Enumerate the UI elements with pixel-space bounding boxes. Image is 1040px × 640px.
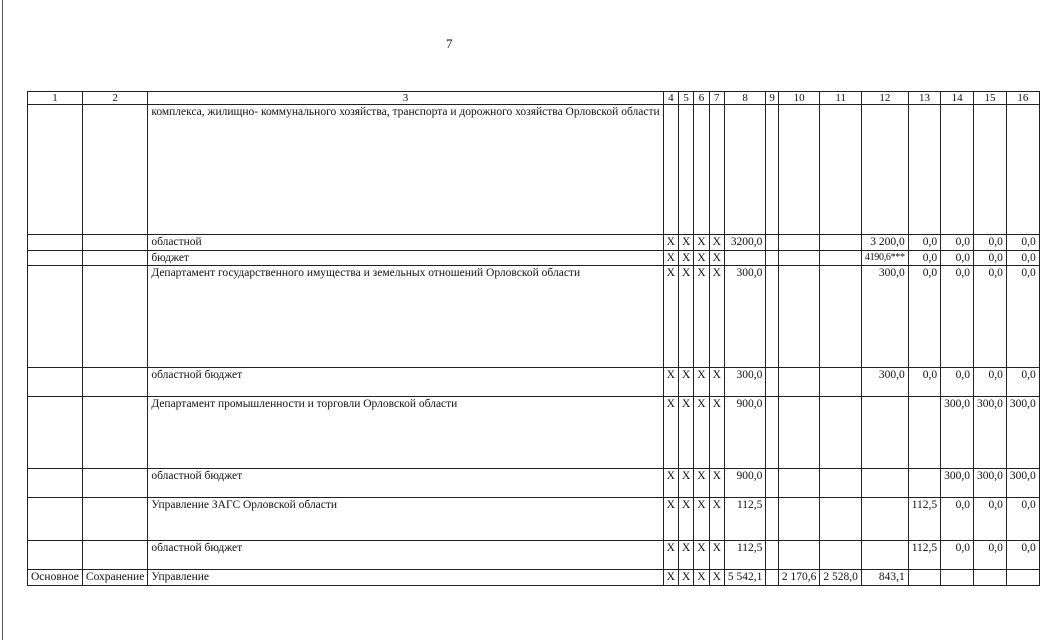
executor-cell: Управление ЗАГС Орловской области [148, 498, 663, 541]
executor-cell: областной [148, 235, 663, 251]
table-cell: X [678, 266, 693, 368]
table-cell [908, 397, 940, 469]
table-cell [820, 250, 862, 266]
table-cell: X [678, 570, 693, 586]
table-cell: X [678, 397, 693, 469]
table-cell: 0,0 [974, 235, 1007, 251]
table-cell: 0,0 [941, 235, 974, 251]
table-cell [766, 469, 779, 498]
table-row [28, 266, 1040, 368]
table-cell: 3200,0 [724, 235, 766, 251]
table-cell: 0,0 [974, 266, 1007, 368]
table-cell [861, 397, 908, 469]
table-cell: 0,0 [941, 368, 974, 397]
column-header: 3 [148, 92, 663, 105]
table-cell [766, 235, 779, 251]
table-cell: X [709, 368, 724, 397]
table-cell: X [678, 368, 693, 397]
table-cell [663, 105, 678, 235]
table-cell [778, 266, 820, 368]
table-row [28, 105, 1040, 235]
table-cell: X [709, 235, 724, 251]
table-cell: 300,0 [861, 266, 908, 368]
table-cell: X [663, 368, 678, 397]
table-cell: X [709, 570, 724, 586]
table-row [28, 250, 1040, 266]
table-row [28, 397, 1040, 469]
table-cell: 300,0 [1006, 397, 1039, 469]
table-cell [766, 105, 779, 235]
table-cell: 0,0 [941, 541, 974, 570]
column-header: 8 [724, 92, 766, 105]
table-cell [908, 469, 940, 498]
executor-cell: Управление [148, 570, 663, 586]
column-header: 13 [908, 92, 940, 105]
table-cell [974, 105, 1007, 235]
table-cell: Сохранение [82, 570, 147, 586]
executor-cell: Департамент промышленности и торговли Орловской области [148, 397, 663, 469]
table-row [28, 498, 1040, 541]
table-cell [28, 498, 83, 541]
table-cell [766, 368, 779, 397]
table-cell: 300,0 [941, 397, 974, 469]
table-cell [82, 266, 147, 368]
table-cell: X [663, 235, 678, 251]
table-cell [766, 570, 779, 586]
table-cell: 300,0 [724, 266, 766, 368]
table-cell [778, 235, 820, 251]
table-row [28, 469, 1040, 498]
table-cell [861, 469, 908, 498]
table-cell: 0,0 [941, 266, 974, 368]
table-cell [861, 105, 908, 235]
table-cell: 0,0 [1006, 266, 1039, 368]
column-header: 1 [28, 92, 83, 105]
table-cell: X [709, 541, 724, 570]
table-cell: 2 528,0 [820, 570, 862, 586]
table-cell: X [694, 266, 709, 368]
table-cell [724, 250, 766, 266]
table-cell: X [709, 469, 724, 498]
table-cell [766, 250, 779, 266]
table-cell: 843,1 [861, 570, 908, 586]
column-header-row [28, 92, 1040, 105]
table-cell: X [663, 541, 678, 570]
table-cell: 0,0 [908, 368, 940, 397]
table-cell [861, 498, 908, 541]
column-header: 2 [82, 92, 147, 105]
table-cell [766, 397, 779, 469]
table-cell [82, 541, 147, 570]
table-cell [28, 368, 83, 397]
table-cell: X [663, 397, 678, 469]
budget-table [27, 91, 1040, 586]
table-cell [766, 266, 779, 368]
table-cell: 300,0 [1006, 469, 1039, 498]
table-cell [820, 397, 862, 469]
table-cell: X [694, 397, 709, 469]
table-cell: X [694, 250, 709, 266]
table-cell [820, 235, 862, 251]
table-cell: X [694, 368, 709, 397]
table-cell [82, 469, 147, 498]
executor-cell: областной бюджет [148, 541, 663, 570]
table-cell: 0,0 [1006, 368, 1039, 397]
table-cell: 3 200,0 [861, 235, 908, 251]
table-cell [724, 105, 766, 235]
table-cell: X [709, 250, 724, 266]
table-cell: 0,0 [974, 541, 1007, 570]
table-cell [82, 105, 147, 235]
table-cell [820, 266, 862, 368]
table-cell: 112,5 [908, 498, 940, 541]
table-cell [778, 397, 820, 469]
table-cell: 112,5 [724, 541, 766, 570]
table-cell [28, 250, 83, 266]
table-row [28, 368, 1040, 397]
column-header: 10 [778, 92, 820, 105]
table-cell [678, 105, 693, 235]
table-cell: 0,0 [1006, 235, 1039, 251]
table-cell: X [663, 250, 678, 266]
table-cell: X [678, 235, 693, 251]
table-cell [908, 105, 940, 235]
table-cell [861, 541, 908, 570]
table-cell [778, 105, 820, 235]
table-cell [820, 498, 862, 541]
table-cell [82, 235, 147, 251]
table-cell: 0,0 [1006, 250, 1039, 266]
table-cell [820, 368, 862, 397]
table-row [28, 570, 1040, 586]
column-header: 6 [694, 92, 709, 105]
table-cell [778, 541, 820, 570]
table-cell: 300,0 [861, 368, 908, 397]
table-cell: 300,0 [724, 368, 766, 397]
table-cell: 300,0 [974, 469, 1007, 498]
table-cell [82, 397, 147, 469]
table-cell [766, 498, 779, 541]
table-cell [778, 498, 820, 541]
table-cell: 0,0 [1006, 541, 1039, 570]
table-cell [28, 266, 83, 368]
table-cell: X [678, 250, 693, 266]
column-header: 5 [678, 92, 693, 105]
column-header: 9 [766, 92, 779, 105]
table-cell: X [694, 541, 709, 570]
table-cell: 112,5 [724, 498, 766, 541]
column-header: 4 [663, 92, 678, 105]
table-cell: 2 170,6 [778, 570, 820, 586]
table-cell: 0,0 [908, 266, 940, 368]
table-cell: 4190,6*** [861, 250, 908, 266]
table-cell: 0,0 [1006, 498, 1039, 541]
table-cell [1006, 105, 1039, 235]
table-cell: 0,0 [908, 250, 940, 266]
executor-cell: комплекса, жилищно- коммунального хозяйства, транспорта и дорожного хозяйства Орловской области [148, 105, 663, 235]
table-cell: 300,0 [941, 469, 974, 498]
table-cell [941, 105, 974, 235]
table-cell: X [678, 498, 693, 541]
page-left-edge [2, 0, 3, 640]
column-header: 16 [1006, 92, 1039, 105]
table-cell [28, 541, 83, 570]
table-cell: X [663, 570, 678, 586]
table-cell [82, 498, 147, 541]
table-cell: X [694, 498, 709, 541]
table-cell: 0,0 [974, 250, 1007, 266]
table-cell [820, 105, 862, 235]
column-header: 12 [861, 92, 908, 105]
table-row [28, 235, 1040, 251]
table-cell: X [694, 235, 709, 251]
table-cell [28, 235, 83, 251]
table-cell [694, 105, 709, 235]
table-cell: 0,0 [941, 250, 974, 266]
table-cell: 300,0 [974, 397, 1007, 469]
page-number: 7 [446, 36, 453, 51]
table-cell [28, 397, 83, 469]
table-cell: X [709, 498, 724, 541]
table-cell: X [663, 469, 678, 498]
table-cell: 112,5 [908, 541, 940, 570]
table-cell [778, 368, 820, 397]
table-cell [28, 105, 83, 235]
table-cell: X [663, 498, 678, 541]
table-cell [709, 105, 724, 235]
executor-cell: бюджет [148, 250, 663, 266]
column-header: 7 [709, 92, 724, 105]
table-cell: 5 542,1 [724, 570, 766, 586]
column-header: 15 [974, 92, 1007, 105]
table-cell: X [709, 397, 724, 469]
table-cell: X [709, 266, 724, 368]
table-cell [974, 570, 1007, 586]
table-cell: X [678, 541, 693, 570]
executor-cell: Департамент государственного имущества и земельных отношений Орловской области [148, 266, 663, 368]
table-cell: X [694, 469, 709, 498]
table-cell [820, 469, 862, 498]
executor-cell: областной бюджет [148, 368, 663, 397]
table-cell [908, 570, 940, 586]
table-cell: 900,0 [724, 397, 766, 469]
table-cell: 0,0 [974, 368, 1007, 397]
table-cell: X [694, 570, 709, 586]
table-cell [778, 469, 820, 498]
table-cell: X [663, 266, 678, 368]
table-cell: 0,0 [908, 235, 940, 251]
table-cell: Основное [28, 570, 83, 586]
table-cell: 0,0 [974, 498, 1007, 541]
table-cell: 900,0 [724, 469, 766, 498]
table-cell [82, 250, 147, 266]
table-cell [1006, 570, 1039, 586]
table-cell: X [678, 469, 693, 498]
table-cell [941, 570, 974, 586]
table-cell [766, 541, 779, 570]
column-header: 14 [941, 92, 974, 105]
table-cell [820, 541, 862, 570]
table-cell [778, 250, 820, 266]
table-cell [28, 469, 83, 498]
table-row [28, 541, 1040, 570]
executor-cell: областной бюджет [148, 469, 663, 498]
column-header: 11 [820, 92, 862, 105]
table-cell: 0,0 [941, 498, 974, 541]
table-cell [82, 368, 147, 397]
